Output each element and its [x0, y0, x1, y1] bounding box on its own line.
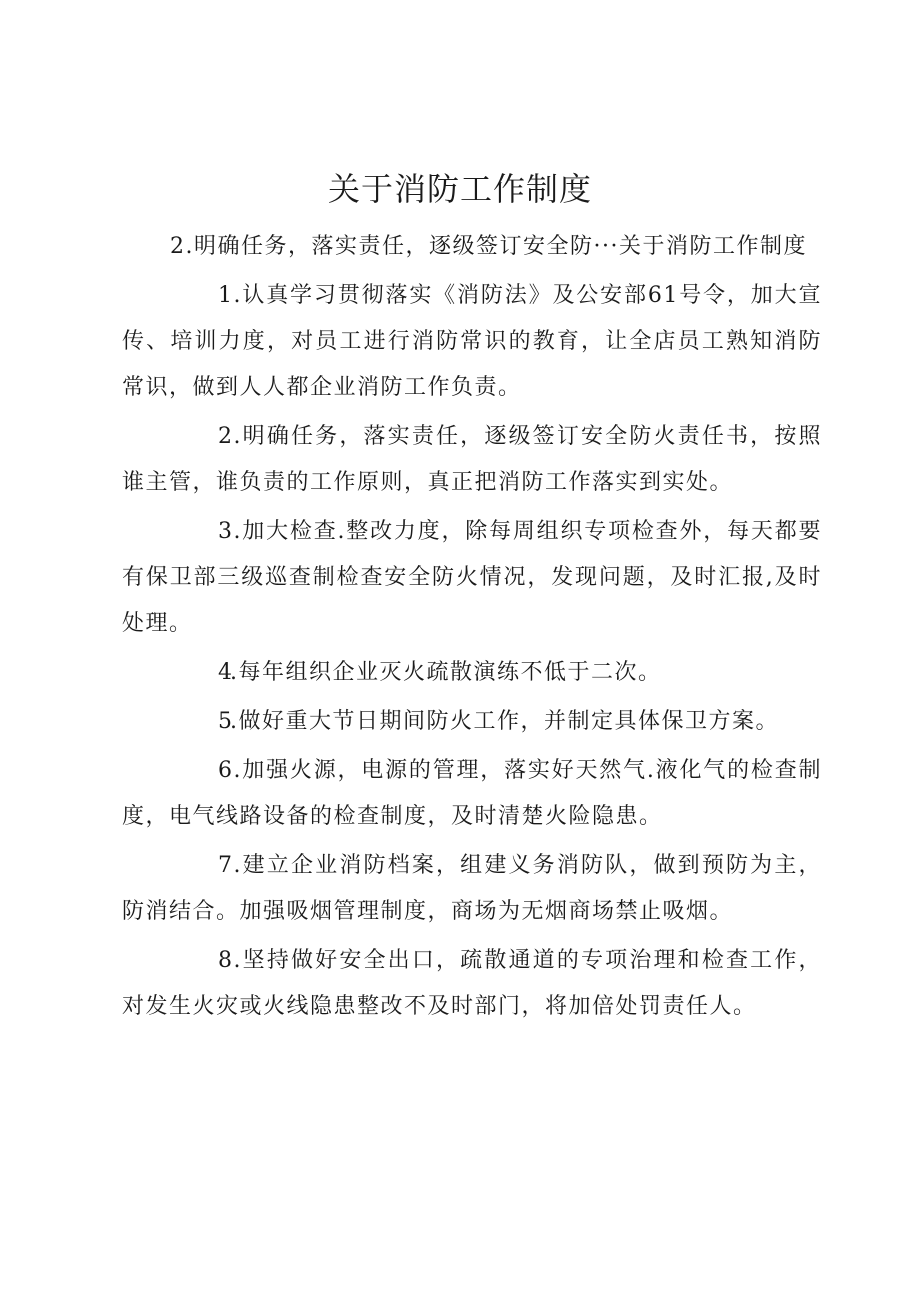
paragraph-item-5	[122, 699, 822, 745]
paragraph-item-6	[122, 748, 822, 840]
item-number: 8	[218, 948, 234, 973]
item-number: 2	[218, 424, 234, 449]
paragraph-text: .加强火源，电源的管理，落实好天然气.液化气的检查制度，电气线路设备的检查制度，及时清楚火险隐患。	[122, 758, 822, 829]
paragraph-item-7	[122, 843, 822, 935]
paragraph-item-1	[122, 273, 822, 411]
item-number: 1	[218, 283, 234, 308]
item-number: 4	[218, 660, 234, 685]
paragraph-intro	[122, 224, 822, 270]
paragraph-text: .每年组织企业灭火疏散演练不低于二次。	[230, 660, 662, 685]
paragraph-text: 2.明确任务，落实责任，逐级签订安全防···关于消防工作制度	[170, 234, 807, 259]
paragraph-item-8	[122, 938, 822, 1030]
paragraph-item-3	[122, 509, 822, 647]
paragraph-text: .加大检查.整改力度，除每周组织专项检查外，每天都要有保卫部三级巡查制检查安全防火情况，发现问题，及时汇报,及时处理。	[122, 519, 822, 636]
paragraph-text: .明确任务，落实责任，逐级签订安全防火责任书，按照谁主管，谁负责的工作原则，真正把消防工作落实到实处。	[122, 424, 822, 495]
item-number: 5	[218, 709, 234, 734]
paragraph-text: .做好重大节日期间防火工作，并制定具体保卫方案。	[230, 709, 779, 734]
document-body	[122, 224, 822, 1033]
item-number: 3	[218, 519, 234, 544]
paragraph-item-4	[122, 650, 822, 696]
paragraph-item-2	[122, 414, 822, 506]
paragraph-text: .建立企业消防档案，组建义务消防队，做到预防为主，防消结合。加强吸烟管理制度，商场为无烟商场禁止吸烟。	[122, 853, 822, 924]
item-number: 6	[218, 758, 234, 783]
paragraph-text: .坚持做好安全出口，疏散通道的专项治理和检查工作，对发生火灾或火线隐患整改不及时部门，将加倍处罚责任人。	[122, 948, 822, 1019]
paragraph-text: .认真学习贯彻落实《消防法》及公安部61号令，加大宣传、培训力度，对员工进行消防常识的教育，让全店员工熟知消防常识，做到人人都企业消防工作负责。	[122, 283, 822, 400]
document-title: 关于消防工作制度	[327, 170, 592, 208]
item-number: 7	[218, 853, 234, 878]
